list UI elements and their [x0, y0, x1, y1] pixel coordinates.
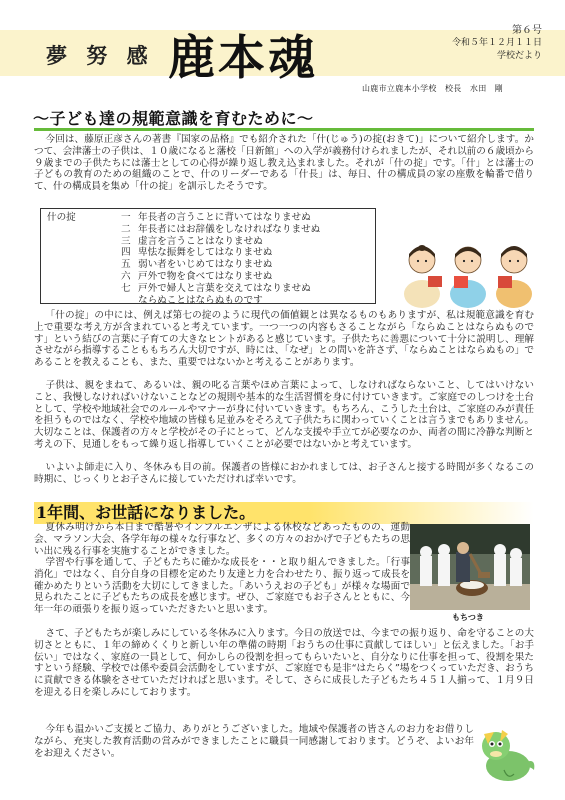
section1-heading: ～子ども達の規範意識を育むために～ — [33, 109, 314, 128]
issue-info — [452, 24, 542, 63]
section1-paragraph-2: 「什の掟」の中には、例えば第七の掟のように現代の価値観とは異なるものもありますが、私は規範意識を育む上で重要な考え方が含まれていると考えています。一つ一つの内容もさることながら「ならぬことはならぬものです」という結びの言葉に子育ての大きなヒントがあると感じています。子供たちに善悪について十分に説明し、理解させながら指導することももちろん大切ですが、時には、「なぜ」との問いを許さず、「ならぬことはならぬもの」であることを教えることも、また、重要ではないかと考えることがあります。 — [34, 310, 534, 369]
juu-rule-number — [121, 295, 138, 307]
motto: 夢 努 感 — [46, 43, 154, 68]
mochitsuki-photo — [410, 524, 530, 610]
child-center — [450, 247, 486, 308]
juu-rules-box — [40, 208, 376, 304]
juu-rule-text: 弱い者をいじめてはなりませぬ — [138, 259, 273, 271]
section2-heading: 1年間、お世話になりました。 — [34, 502, 534, 524]
juu-rule-number: 七 — [121, 282, 131, 294]
dragon-illustration — [474, 724, 538, 786]
section2-paragraph-1: 夏休み明けから本日まで酷暑やインフルエンザによる休校などあったものの、運動会、マラソン大会、各学年毎の様々な行事など、多くの方々のおかげで子どもたちの思い出に残る行事を実施することができました。 — [34, 522, 410, 557]
juu-rule-item — [121, 271, 371, 283]
juu-rule-text: 年長者にはお辞儀をしなければなりませぬ — [138, 223, 321, 235]
juu-rule-number: 一 — [121, 212, 131, 223]
school-principal-line: 山鹿市立鹿本小学校 校長 水田 剛 — [362, 84, 504, 93]
juu-rule-number: 六 — [121, 270, 131, 282]
juu-rule-number: 三 — [121, 235, 131, 247]
issue-number: 第６号 — [512, 25, 542, 36]
juu-rule-text: 虚言を言うことはなりませぬ — [138, 235, 263, 247]
child-left — [404, 245, 442, 308]
juu-rules-label: 什の掟 — [47, 212, 76, 223]
photo-caption: もちつき — [452, 613, 484, 622]
section1-paragraph-4: いよいよ師走に入り、冬休みも目の前。保護者の皆様におかれましては、お子さんと接する時間が多くなるこの時期に、じっくりとお子さんに接していただければ幸いです。 — [34, 462, 534, 485]
newsletter-series: 学校だより — [496, 51, 542, 61]
juu-rule-number: 二 — [121, 223, 131, 235]
juu-rule-number: 四 — [121, 247, 131, 259]
juu-rule-item — [121, 212, 371, 224]
issue-date: 令和５年１２月１１日 — [451, 38, 542, 48]
child-right — [496, 246, 532, 308]
juu-rule-text: ならぬことはならぬものです — [138, 294, 263, 306]
juu-rule-item — [121, 259, 371, 271]
section1-paragraph-1: 今回は、藤原正彦さんの著書『国家の品格』でも紹介された「什(じゅう)の掟(おきて)」について紹介します。かつて、会津藩士の子供は、１０歳になると藩校「日新館」への入学が義務付けられましたが、それ以前の６歳頃から９歳までの子供たちには藩士としての心得が繰り返し教え込まれました。それが「什の掟」です。「什」とは藩士の子どもの教育のための組織のことで、什のリーダーである「什長」は、毎日、什の構成員の家の座敷を輪番で借りて、什の構成員を集め「什の掟」を訓示したそうです。 — [34, 134, 534, 193]
section2-paragraph-3: さて、子どもたちが楽しみにしている冬休みに入ります。今日の放送では、今までの振り返り、命を守ることの大切さとともに、１年の締めくくりと新しい年の準備の時期「おうちの仕事に貢献してほしい」と伝えました。「お手伝い」ではなく、家庭の一員として、何かしらの役割を担ってもらいたいと、自分なりに仕事を担って、役割を果たすという経験、学校では係や委員会活動をしていますが、ご家庭でも是非“はたらく”場をつくっていただき、おうちに貢献できる体験をさせていただければと思います。そして、さらに成長した子どもたち４５１人揃って、１月９日を迎える日を楽しみにしております。 — [34, 628, 534, 698]
section2-paragraph-2: 学習や行事を通して、子どもたちに確かな成長を・・と取り組んできました。「行事消化」ではなく、自分自身の目標を定めたり友達と力を合わせたり、振り返って成長を確かめたりという活動を大切にしてきました。「あいうえおの子ども」が様々な場面で見られたことに子どもたちの成長を感じます。ぜひ、ご家庭でもお子さんとともに、今年一年の頑張りを振り返っていただきたいと思います。 — [34, 557, 410, 616]
juu-rule-text: 年長者の言うことに背いてはなりませぬ — [138, 212, 311, 223]
juu-rule-item — [121, 295, 371, 307]
juu-rule-text: 戸外で婦人と言葉を交えてはなりませぬ — [138, 282, 311, 294]
juu-rule-item — [121, 283, 371, 295]
children-reading-illustration — [398, 224, 538, 312]
juu-rule-text: 卑怯な振舞をしてはなりませぬ — [138, 247, 273, 259]
juu-rule-item — [121, 247, 371, 259]
juu-rule-item — [121, 224, 371, 236]
section1-paragraph-3: 子供は、親をまねて、あるいは、親の叱る言葉やほめ言葉によって、しなければならないこと、してはいけないこと、我慢しなければいけないことなどの規則や基本的な生活習慣を身に付けていきます。ご家庭でのしつけを土台として、学校や地域社会でのルールやマナーが身に付いていきます。もちろん、こうした土台は、ご家庭のみが責任を担うものではなく、学校や地域の皆様も足並みをそろえて子供たちに関わっていくことは言うまでもありません。大切なことは、保護者の方々と学校がその子にとって、どんな支援や手立てが必要なのか、両者の間に冷静な判断と考えの下、見通しをもって繰り返し指導していくことが必要ではないかと考えています。 — [34, 380, 534, 450]
juu-rule-number: 五 — [121, 259, 131, 271]
juu-rule-text: 戸外で物を食べてはなりませぬ — [138, 270, 273, 282]
section2-paragraph-4: 今年も温かいご支援とご協力、ありがとうございました。地域や保護者の皆さんのお力をお借りしながら、充実した教育活動の営みができましたことに職員一同感謝しております。どうぞ、よいお年をお迎えください。 — [34, 724, 474, 759]
section1-divider — [34, 128, 534, 131]
newsletter-title: 鹿本魂 — [168, 31, 318, 86]
juu-rules-list — [121, 212, 371, 306]
juu-rule-item — [121, 236, 371, 248]
